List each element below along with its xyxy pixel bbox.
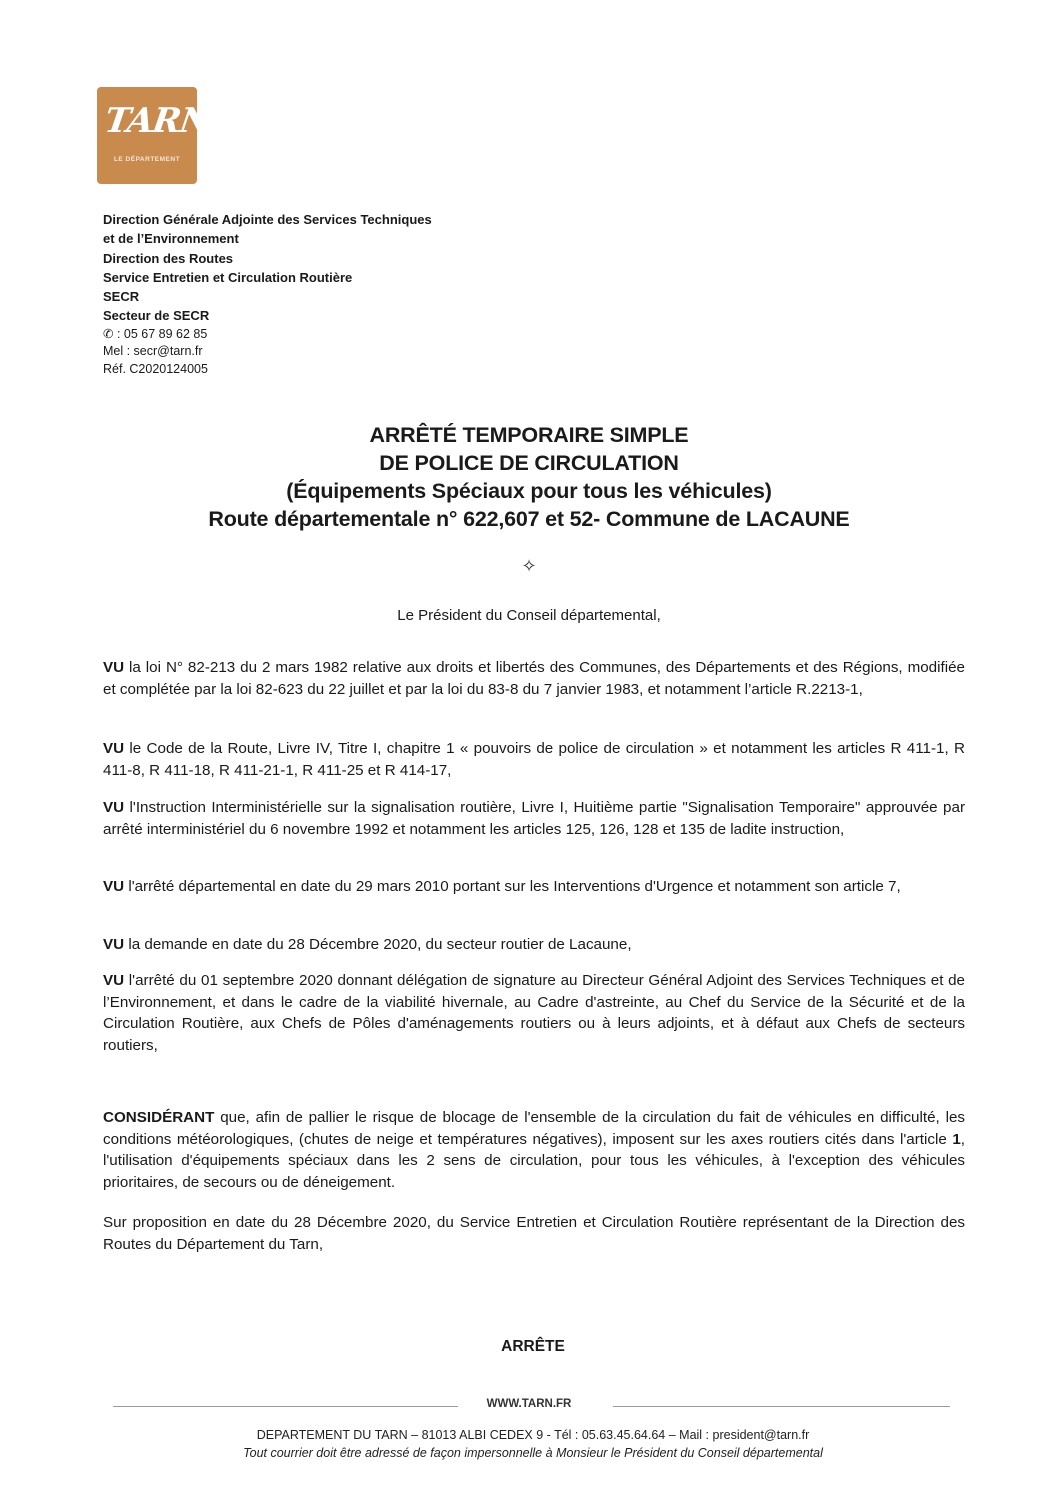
tarn-logo [97,87,213,184]
sender-phone: ✆ : 05 67 89 62 85 [103,326,208,341]
visa-lead: VU [103,878,125,895]
sender-line: SECR [103,289,140,305]
title-line: ARRÊTÉ TEMPORAIRE SIMPLE [369,423,689,447]
sender-ref: Réf. C2020124005 [103,361,208,376]
sender-mail[interactable]: Mel : secr@tarn.fr [103,344,203,359]
footer-website-link[interactable]: WWW.TARN.FR [486,1398,572,1410]
considerant-paragraph: CONSIDÉRANT que, afin de pallier le risque de blocage de l'ensemble de la circulation du fait de véhicules en difficulté, les conditions météorologiques, (chutes de neige et températures négatives), imposent sur les axes routiers cités dans l'article 1, l'utilisation d'équipements spéciaux dans les 2 sens de circulation, pour tous les véhicules, à l'exception des véhicules prioritaires, de secours ou de déneigement. [103,1109,965,1191]
visa-paragraph: VU la loi N° 82-213 du 2 mars 1982 relative aux droits et libertés des Communes, des Départements et des Régions, modifiée et complétée par la loi 82-623 du 22 juillet et par la loi du 83-8 du 7 janvier 1983, et notamment l’article R.2213-1, [103,659,965,698]
footer-note: Tout courrier doit être adressé de façon impersonnelle à Monsieur le Président du Conseil départemental [243,1446,823,1460]
footer-address: DEPARTEMENT DU TARN – 81013 ALBI CEDEX 9 - Tél : 05.63.45.64.64 – Mail : president@tarn.fr [256,1428,810,1442]
visa-lead: VU [103,799,125,816]
sender-line: Direction Générale Adjointe des Services Techniques [103,212,432,227]
visa-paragraph: VU la demande en date du 28 Décembre 2020, du secteur routier de Lacaune, [103,936,632,953]
title-line: Route départementale n° 622,607 et 52- Commune de LACAUNE [208,507,850,531]
sender-line: Secteur de SECR [103,308,210,324]
visa-paragraph: VU le Code de la Route, Livre IV, Titre I, chapitre 1 « pouvoirs de police de circulation » et notamment les articles R 411-1, R 411-8, R 411-18, R 411-21-1, R 411-25 et R 414-17, [103,740,965,779]
document-title [0,421,1058,533]
title-line: DE POLICE DE CIRCULATION [379,451,679,475]
sender-line: Service Entretien et Circulation Routière [103,269,353,285]
sender-line: Direction des Routes [103,250,234,266]
visa-paragraph: VU l'Instruction Interministérielle sur la signalisation routière, Livre I, Huitième partie "Signalisation Temporaire" approuvée par arrêté interministériel du 6 novembre 1992 et notamment les articles 125, 126, 128 et 135 de ladite instruction, [103,799,965,838]
considerant-lead: CONSIDÉRANT [103,1109,215,1126]
title-line: (Équipements Spéciaux pour tous les véhicules) [286,479,772,503]
logo-wordmark: TARN [102,101,213,141]
president-line: Le Président du Conseil départemental, [397,607,661,624]
visa-lead: VU [103,936,125,953]
phone-icon: ✆ [103,326,114,341]
diamond-separator-icon: ✧ [521,556,537,576]
sender-line: et de l’Environnement [103,231,239,247]
visa-lead: VU [103,972,125,989]
arrete-heading: ARRÊTE [501,1338,565,1355]
proposition-paragraph: Sur proposition en date du 28 Décembre 2020, du Service Entretien et Circulation Routière représentant de la Direction des Routes du Département du Tarn, [103,1214,965,1253]
sender-block [103,210,432,378]
visa-lead: VU [103,740,125,757]
visa-paragraph: VU l'arrêté départemental en date du 29 mars 2010 portant sur les Interventions d'Urgence et notamment son article 7, [103,878,901,895]
visa-paragraph: VU l'arrêté du 01 septembre 2020 donnant délégation de signature au Directeur Général Adjoint des Services Techniques et de l’Environnement, et dans le cadre de la viabilité hivernale, au Cadre d'astreinte, au Chef du Service de la Sécurité et de la Circulation Routière, aux Chefs de Pôles d'aménagements routiers ou à leurs adjoints, et à défaut aux Chefs de secteurs routiers, [103,972,965,1054]
visa-lead: VU [103,659,125,676]
logo-subtitle: LE DÉPARTEMENT [113,156,181,163]
